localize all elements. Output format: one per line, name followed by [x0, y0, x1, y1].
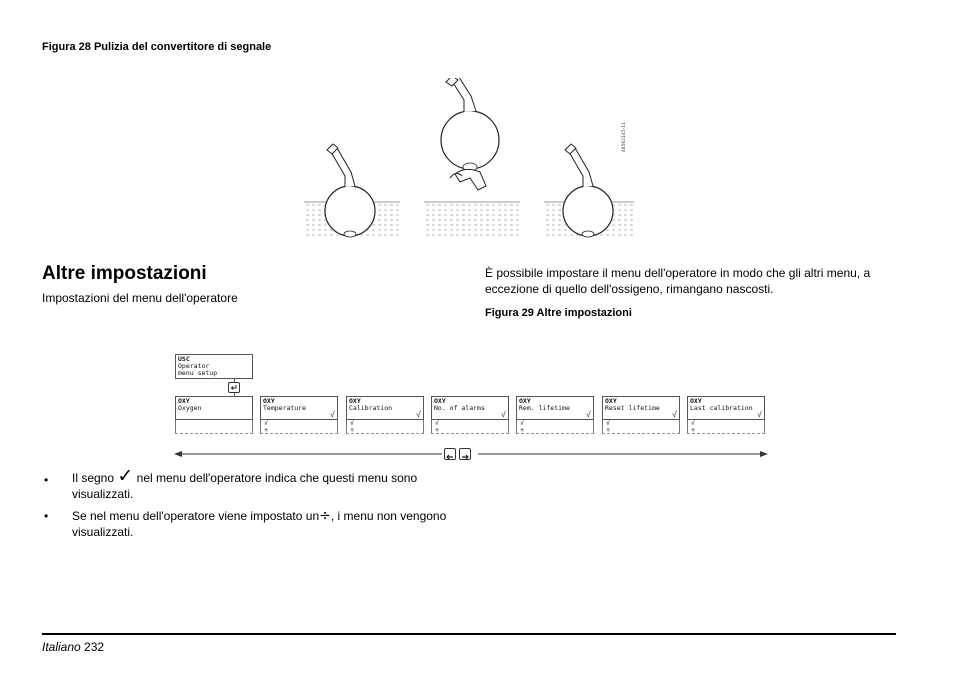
- operator-menu-setup-box: [175, 354, 253, 379]
- root-line-2: Operator: [178, 362, 210, 370]
- option-check: √: [520, 419, 525, 427]
- menu-item-box: [602, 396, 680, 420]
- menu-item-box: [260, 396, 338, 420]
- figure-28-caption: Figura 28 Pulizia del convertitore di segnale: [42, 41, 272, 53]
- menu-item-options: [687, 420, 765, 434]
- box-check-mark: √: [672, 410, 677, 419]
- option-check: √: [264, 419, 269, 427]
- box-check-mark: √: [330, 410, 335, 419]
- bullet-1: [72, 465, 452, 502]
- bullet-2: [72, 508, 452, 540]
- menu-item-box: [175, 396, 253, 420]
- figure-code: 48562145-11: [622, 122, 627, 153]
- menu-item-box: [431, 396, 509, 420]
- bullet-2-after: , i menu non vengono visualizzati.: [72, 509, 447, 539]
- bullet-1-before: Il segno: [72, 471, 115, 485]
- checkmark-icon: ✓: [117, 465, 134, 487]
- menu-item-box: [346, 396, 424, 420]
- menu-item-code: OXY: [263, 397, 275, 405]
- option-divide: ÷: [264, 426, 269, 434]
- menu-item-code: OXY: [349, 397, 361, 405]
- bullet-2-before: Se nel menu dell'operatore viene impostato un: [72, 509, 320, 523]
- divide-icon: ÷: [319, 508, 331, 524]
- left-key-icon: [444, 448, 456, 460]
- box-check-mark: √: [416, 410, 421, 419]
- option-check: √: [435, 419, 440, 427]
- menu-item-options: [602, 420, 680, 434]
- footer-language: Italiano: [42, 640, 81, 654]
- menu-item-box: [687, 396, 765, 420]
- menu-item-options: [175, 420, 253, 434]
- menu-item-code: OXY: [519, 397, 531, 405]
- menu-item-options: [346, 420, 424, 434]
- right-key-icon: [459, 448, 471, 460]
- menu-item-options: [260, 420, 338, 434]
- footer-page-number: 232: [84, 640, 105, 654]
- option-check: √: [606, 419, 611, 427]
- enter-key-icon: [228, 382, 240, 393]
- menu-item-label: Reset lifetime: [605, 404, 660, 412]
- menu-item-label: No. of alarms: [434, 404, 485, 412]
- intro-paragraph: È possibile impostare il menu dell'operatore in modo che gli altri menu, a eccezione di quello dell'ossigeno, rimangano nascosti.: [485, 266, 871, 296]
- menu-item-label: Last calibration: [690, 404, 753, 412]
- menu-item-label: Temperature: [263, 404, 307, 412]
- menu-item-code: OXY: [178, 397, 190, 405]
- section-title: Altre impostazioni: [42, 263, 207, 284]
- menu-item-box: [516, 396, 594, 420]
- box-check-mark: √: [586, 410, 591, 419]
- option-divide: ÷: [520, 426, 525, 434]
- figure-29-caption: Figura 29 Altre impostazioni: [485, 307, 632, 319]
- navigation-arrow: [174, 447, 768, 461]
- option-divide: ÷: [350, 426, 355, 434]
- box-check-mark: √: [757, 410, 762, 419]
- root-line-1: USC: [178, 355, 190, 363]
- option-divide: ÷: [606, 426, 611, 434]
- option-divide: ÷: [691, 426, 696, 434]
- box-check-mark: √: [501, 410, 506, 419]
- root-line-3: menu setup: [178, 369, 218, 377]
- menu-item-code: OXY: [690, 397, 702, 405]
- option-check: √: [691, 419, 696, 427]
- menu-item-options: [516, 420, 594, 434]
- menu-item-label: Rem. lifetime: [519, 404, 570, 412]
- bullet-dot-2: •: [44, 509, 49, 523]
- menu-item-options: [431, 420, 509, 434]
- footer-rule: [42, 633, 896, 635]
- option-check: √: [350, 419, 355, 427]
- section-subtitle: Impostazioni del menu dell'operatore: [42, 291, 238, 305]
- option-divide: ÷: [435, 426, 440, 434]
- menu-item-label: Calibration: [349, 404, 393, 412]
- footer: [42, 640, 104, 654]
- menu-item-code: OXY: [434, 397, 446, 405]
- menu-item-label: Oxygen: [178, 404, 202, 412]
- bullet-1-after: nel menu dell'operatore indica che questi menu sono visualizzati.: [72, 471, 418, 501]
- menu-item-code: OXY: [605, 397, 617, 405]
- bullet-dot-1: •: [44, 473, 49, 487]
